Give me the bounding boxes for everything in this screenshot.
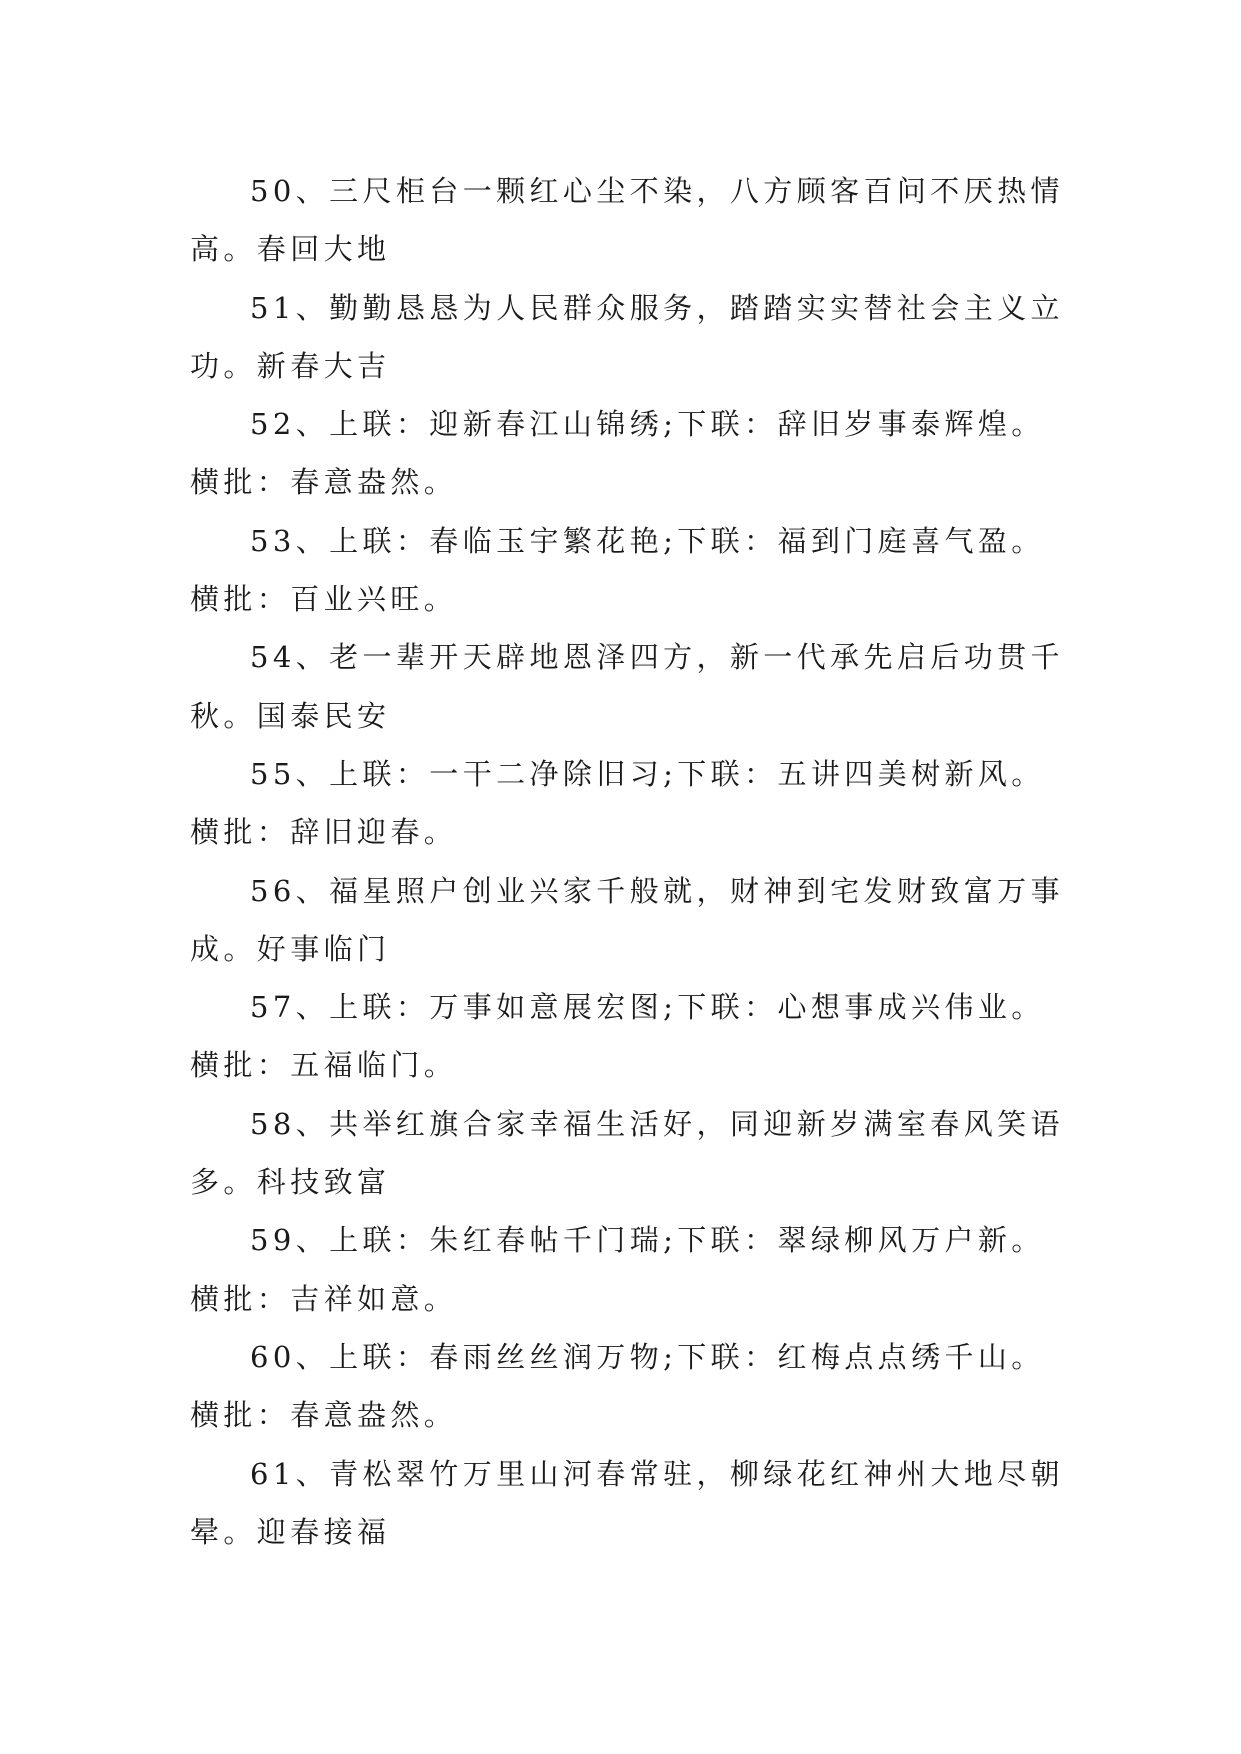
couplet-line: 成。好事临门 [190,931,391,966]
couplet-line: 晕。迎春接福 [190,1514,391,1549]
couplet-line: 横批：辞旧迎春。 [190,815,458,850]
couplet-line: 功。新春大吉 [190,348,391,383]
couplet-line: 57、上联：万事如意展宏图;下联：心想事成兴伟业。 [250,990,1045,1025]
couplet-line: 51、勤勤恳恳为人民群众服务，踏踏实实替社会主义立 [250,290,1064,325]
couplet-list [190,162,1064,1561]
couplet-line: 59、上联：朱红春帖千门瑞;下联：翠绿柳风万户新。 [250,1223,1045,1258]
couplet-item-52 [190,395,1051,512]
couplet-line: 56、福星照户创业兴家千般就，财神到宅发财致富万事 [250,873,1064,908]
couplet-line: 61、青松翠竹万里山河春常驻，柳绿花红神州大地尽朝 [250,1456,1064,1491]
couplet-line: 秋。国泰民安 [190,698,391,733]
couplet-item-54 [190,628,1064,745]
couplet-item-60 [190,1328,1051,1445]
couplet-line: 多。科技致富 [190,1165,391,1200]
couplet-line: 50、三尺柜台一颗红心尘不染，八方顾客百问不厌热情 [250,174,1064,208]
couplet-line: 60、上联：春雨丝丝润万物;下联：红梅点点绣千山。 [250,1339,1045,1374]
couplet-line: 横批：春意盎然。 [190,465,458,500]
couplet-item-58 [190,1095,1064,1212]
couplet-line: 55、上联：一干二净除旧习;下联：五讲四美树新风。 [250,756,1045,791]
couplet-item-61 [190,1445,1064,1562]
couplet-line: 高。春回大地 [190,232,391,267]
couplet-line: 横批：吉祥如意。 [190,1281,458,1316]
couplet-item-59 [190,1211,1051,1328]
couplet-item-50 [190,162,1064,279]
couplet-line: 横批：百业兴旺。 [190,582,458,617]
couplet-line: 54、老一辈开天辟地恩泽四方，新一代承先启后功贯千 [250,640,1064,675]
couplet-item-56 [190,862,1064,979]
couplet-item-55 [190,745,1051,862]
couplet-item-57 [190,978,1051,1095]
couplet-line: 58、共举红旗合家幸福生活好，同迎新岁满室春风笑语 [250,1106,1064,1141]
couplet-line: 横批：春意盎然。 [190,1398,458,1433]
couplet-line: 52、上联：迎新春江山锦绣;下联：辞旧岁事泰辉煌。 [250,407,1045,442]
couplet-item-53 [190,512,1051,629]
couplet-line: 53、上联：春临玉宇繁花艳;下联：福到门庭喜气盈。 [250,523,1045,558]
couplet-item-51 [190,279,1064,396]
couplet-line: 横批：五福临门。 [190,1048,458,1083]
